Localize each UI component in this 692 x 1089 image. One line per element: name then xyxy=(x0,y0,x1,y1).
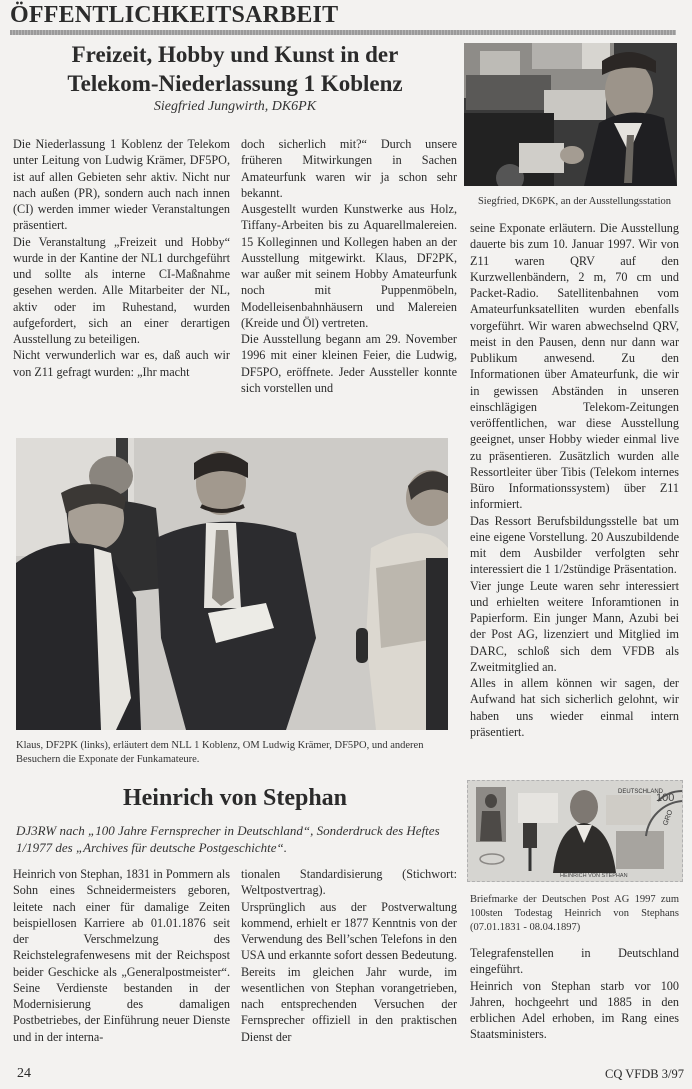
article2-column-2 xyxy=(241,866,457,1045)
photo-radio-station-caption: Siegfried, DK6PK, an der Ausstellungsstation xyxy=(477,196,672,207)
photo-radio-station xyxy=(464,43,677,186)
stamp-country: DEUTSCHLAND xyxy=(618,789,664,795)
paragraph: Die Niederlassung 1 Koblenz der Telekom unter Leitung von Ludwig Krämer, DF5PO, ist auf allen Gebieten sehr aktiv. Nicht nur nach außen (PR), sondern auch nach innen (CI) werden immer wieder Veranstaltungen präsentiert. xyxy=(13,137,230,233)
section-title: ÖFFENTLICHKEITSARBEIT xyxy=(10,2,339,28)
paragraph: Ausgestellt wurden Kunstwerke aus Holz, Tiffany-Arbeiten bis zu Aquarellmalereien. 15 Kolleginnen und Kollegen haben an der Ausstellung mitgewirkt. Klaus, DF2PK, war außer mit seinem Hobby Amateurfunk noch mit Puppenmöbeln, Modelleisenbahnhäusern und Malereien (Kreide und Öl) vertreten. xyxy=(241,202,457,330)
stamp-caption: Briefmarke der Deutschen Post AG 1997 zum 100sten Todestag Heinrich von Stephans (07.01.1831 - 08.04.1897) xyxy=(470,894,679,933)
photo-exhibition-visitors-caption: Klaus, DF2PK (links), erläutert dem NLL 1 Koblenz, OM Ludwig Krämer, DF5PO, und anderen Besuchern die Exponate der Funkamateure. xyxy=(16,740,424,765)
article1-column-3 xyxy=(470,220,679,740)
paragraph: Heinrich von Stephan starb vor 100 Jahren, hochgeehrt und 1885 in den erblichen Adel erhoben, im Rang eines Staatsministers. xyxy=(470,978,679,1042)
article1-headline xyxy=(10,40,460,98)
stamp-image xyxy=(467,780,683,882)
article2-column-1 xyxy=(13,866,230,1045)
paragraph: Heinrich von Stephan, 1831 in Pommern als Sohn eines Schneidermeisters geboren, leitete nach einer für damalige Zeiten beispiellosen Karriere ab 01.01.1876 seit der Verschmelzung des Reichstelegrafenwesens mit der Reichspost beider Geschicke als „Generalpostmeister“. Seine Verdienste bestanden in der Modernisierung des damaligen Postbetriebes, der Einführung neuer Dienste und in der interna- xyxy=(13,867,230,1044)
article1-column-2 xyxy=(241,136,457,396)
photo-exhibition-visitors-image xyxy=(16,438,448,730)
paragraph: tionalen Standardisierung (Stichwort: Weltpostvertrag). xyxy=(241,867,457,898)
paragraph: doch sicherlich mit?“ Durch unsere früheren Mitwirkungen in Sachen Amateurfunk waren wir ja schon sehr bekannt. xyxy=(241,137,457,200)
section-rule xyxy=(10,30,676,35)
paragraph: Telegrafenstellen in Deutschland eingeführt. xyxy=(470,946,679,977)
article1-column-1 xyxy=(13,136,230,380)
stamp-illustration xyxy=(468,781,682,881)
paragraph: Alles in allem können wir sagen, der Aufwand hat sich sicherlich gelohnt, wir haben uns wieder einmal intern präsentiert. xyxy=(470,676,679,739)
photo-radio-station-image xyxy=(464,43,677,186)
paragraph: seine Exponate erläutern. Die Ausstellung dauerte bis zum 10. Januar 1997. Wir von Z11 waren QRV auf den Kurzwellenbändern, 2 m, 70 cm und Packet-Radio. Satellitenbahnen vom Amateurfunksatelliten wurden ebenfalls vorgeführt. Wir waren abwechselnd QRV, meist in den Pausen, denn nur dann war Publikum anwesend. Zu den Informationen über Amateurfunk, die wir in gewissen Abständen in unseren einschlägigen Telekom-Zeitungen veröffentlichen, war diese Ausstellung geeignet, unser Hobby wieder einmal live zu präsentieren. Zusätzlich wurden alle Ressortleiter über Tibis (Telekom internes Büro Informationssystem) über Z11 informiert. xyxy=(470,221,679,512)
page-number: 24 xyxy=(17,1066,31,1081)
paragraph: Die Ausstellung begann am 29. November 1996 mit einer kleinen Feier, die Ludwig, DF5PO, eröffnete. Jeder Aussteller konnte sich vorstellen und xyxy=(241,332,457,395)
paragraph: Die Veranstaltung „Freizeit und Hobby“ wurde in der Kantine der NL1 durchgeführt und sollte als interne CI-Maßnahme gesehen werden. Alle Mitarbeiter der NL, aktiv oder im Ruhestand, wurden aufgefordert, sich an einer derartigen Ausstellung zu beteiligen. xyxy=(13,234,230,346)
article2-source-note: DJ3RW nach „100 Jahre Fernsprecher in Deutschland“, Sonderdruck des Heftes 1/1977 des „Archives für deutsche Postgeschichte“. xyxy=(16,823,440,855)
paragraph: Nicht verwunderlich war es, daß auch wir von Z11 gefragt wurden: „Ihr macht xyxy=(13,348,230,379)
stamp-value: 100 xyxy=(656,792,675,804)
paragraph: Ursprünglich aus der Postverwaltung kommend, erhielt er 1877 Kenntnis von der Verwendung des Bell’schen Telefons in den USA und erkannte sofort dessen Bedeutung. Bereits im gleichen Jahr wurde, im wesentlichen von Stephan vorangetrieben, nach entsprechenden Versuchen der Fernsprecher offiziell in den praktischen Dienst der xyxy=(241,899,457,1044)
article2-headline: Heinrich von Stephan xyxy=(122,785,348,811)
paragraph: Das Ressort Berufsbildungsstelle bat um eine eigene Vorstellung. 20 Auszubildende mit dem Ausbilder verfolgten sehr interessiert die 1 1/2stündige Präsentation. xyxy=(470,513,679,577)
article1-headline-line1: Freizeit, Hobby und Kunst in der xyxy=(71,42,399,67)
article1-headline-line2: Telekom-Niederlassung 1 Koblenz xyxy=(67,71,403,96)
article1-byline: Siegfried Jungwirth, DK6PK xyxy=(153,99,317,114)
article2-column-3 xyxy=(470,945,679,1043)
stamp-name: HEINRICH VON STEPHAN xyxy=(560,873,628,879)
photo-exhibition-visitors xyxy=(16,438,448,730)
paragraph: Vier junge Leute waren sehr interessiert und erhielten weitere Inforamtionen in Papierform. Ein junger Mann, Azubi bei der Post AG, lizenziert und Mitglied im DARC, schloß sich dem VFDB als Zweitmitglied an. xyxy=(470,578,679,674)
journal-issue: CQ VFDB 3/97 xyxy=(605,1067,684,1081)
stamp-postmark: GRO xyxy=(662,809,675,827)
